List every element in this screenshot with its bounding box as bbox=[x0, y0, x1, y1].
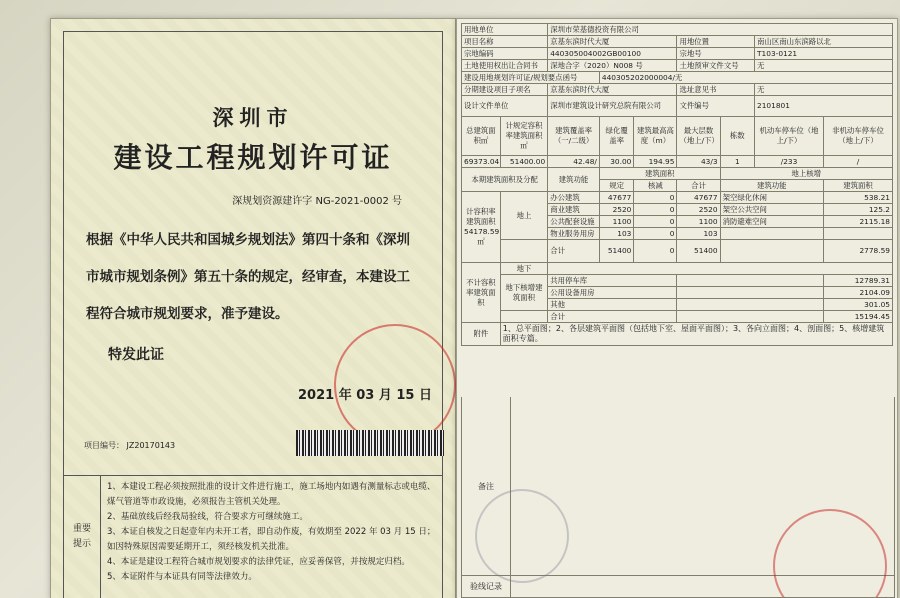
value-cell: 2104.09 bbox=[823, 287, 892, 299]
value-cell: 194.95 bbox=[634, 156, 677, 168]
permit-title: 建设工程规划许可证 bbox=[113, 141, 393, 174]
header-cell: 建筑功能 bbox=[720, 180, 823, 192]
note-item: 4、本证是建设工程符合城市规划要求的法律凭证，应妥善保管，并按规定归档。 bbox=[107, 557, 410, 567]
label-cell: 用地位置 bbox=[677, 36, 755, 48]
value-cell: 30.00 bbox=[599, 156, 633, 168]
value-cell: 12789.31 bbox=[823, 275, 892, 287]
header-cell: 合计 bbox=[677, 180, 720, 192]
value-cell: 2520 bbox=[599, 204, 633, 216]
value-cell: 1100 bbox=[677, 216, 720, 228]
value-cell: 51400 bbox=[677, 240, 720, 263]
function-cell: 商业建筑 bbox=[548, 204, 600, 216]
value-cell: 无 bbox=[755, 60, 893, 72]
header-cell: 规定 bbox=[599, 180, 633, 192]
value-cell: 538.21 bbox=[823, 192, 892, 204]
blank-cell bbox=[677, 311, 824, 323]
value-cell: 深圳市建筑设计研究总院有限公司 bbox=[548, 96, 677, 117]
header-cell: 核减 bbox=[634, 180, 677, 192]
value-cell: 无 bbox=[755, 84, 893, 96]
project-number: 项目编号： JZ20170143 bbox=[84, 441, 176, 450]
value-cell: / bbox=[823, 156, 892, 168]
permit-right-page bbox=[456, 18, 898, 598]
blank-cell bbox=[720, 240, 823, 263]
notes-list bbox=[101, 476, 442, 598]
verification-record bbox=[461, 575, 895, 598]
header-cell: 绿化覆盖率 bbox=[599, 117, 633, 156]
header-cell: 最大层数（地上/下） bbox=[677, 117, 720, 156]
permit-special-text: 特发此证 bbox=[108, 347, 164, 363]
value-cell: 440305004002GB00100 bbox=[548, 48, 677, 60]
function-cell: 共用停车库 bbox=[548, 275, 677, 287]
notes-heading-line: 重要 bbox=[72, 524, 91, 534]
table-row bbox=[462, 84, 893, 96]
value-cell: 1100 bbox=[599, 216, 633, 228]
section-label: 本期建筑面积及分配 bbox=[462, 168, 548, 192]
attachments-label: 附件 bbox=[462, 323, 501, 346]
value-cell: 0 bbox=[634, 240, 677, 263]
permit-body-text: 根据《中华人民共和国城乡规划法》第四十条和《深圳市城市规划条例》第五十条的规定，经审查，本建设工程符合城市规划要求，准予建设。 bbox=[86, 232, 410, 322]
underground-core-label: 地下核增建筑面积 bbox=[500, 275, 547, 311]
value-cell: 0 bbox=[634, 216, 677, 228]
value-cell: 43/3 bbox=[677, 156, 720, 168]
note-item: 2、基础放线后经我局验线，符合要求方可继续施工。 bbox=[107, 512, 308, 522]
header-cell: 地上核增 bbox=[720, 168, 892, 180]
header-cell: 非机动车停车位（地上/下） bbox=[823, 117, 892, 156]
header-cell: 建筑面积 bbox=[823, 180, 892, 192]
faded-seal bbox=[475, 489, 569, 583]
label-cell: 土地使用权出让合同书 bbox=[462, 60, 548, 72]
blank-cell bbox=[677, 287, 824, 299]
issue-date: 2021 年 03 月 15 日 bbox=[298, 388, 432, 403]
underground-label: 地下 bbox=[500, 263, 547, 275]
value-cell: 0 bbox=[634, 204, 677, 216]
value-cell: 深圳市荣基德投资有限公司 bbox=[548, 24, 893, 36]
value-cell: T103-0121 bbox=[755, 48, 893, 60]
table-row bbox=[462, 60, 893, 72]
value-cell: 103 bbox=[677, 228, 720, 240]
blank-cell bbox=[500, 311, 547, 323]
label-cell: 用地单位 bbox=[462, 24, 548, 36]
blank-cell bbox=[677, 275, 824, 287]
value-cell: 47677 bbox=[677, 192, 720, 204]
header-cell: 建筑面积 bbox=[599, 168, 720, 180]
label-cell: 设计文件单位 bbox=[462, 96, 548, 117]
value-cell: 51400.00 bbox=[500, 156, 547, 168]
important-notes bbox=[64, 475, 442, 598]
label-cell: 文件编号 bbox=[677, 96, 755, 117]
value-cell: /233 bbox=[755, 156, 824, 168]
notes-heading bbox=[64, 476, 101, 598]
blank-cell bbox=[677, 299, 824, 311]
barcode bbox=[296, 430, 444, 456]
header-cell: 总建筑面积㎡ bbox=[462, 117, 501, 156]
function-cell: 公用设备用房 bbox=[548, 287, 677, 299]
value-cell: 0 bbox=[634, 192, 677, 204]
project-info-table bbox=[461, 23, 893, 346]
value-cell: 51400 bbox=[599, 240, 633, 263]
sum-label: 合计 bbox=[548, 240, 600, 263]
table-row bbox=[462, 72, 893, 84]
label-cell: 项目名称 bbox=[462, 36, 548, 48]
table-row bbox=[462, 96, 893, 117]
notes-heading-line: 提示 bbox=[72, 539, 91, 549]
value-cell: 125.2 bbox=[823, 204, 892, 216]
label-cell: 宗地编码 bbox=[462, 48, 548, 60]
value-cell: 京基东滨时代大厦 bbox=[548, 84, 677, 96]
value-cell: 103 bbox=[599, 228, 633, 240]
handwritten-annotation bbox=[511, 575, 894, 597]
label-cell: 宗地号 bbox=[677, 48, 755, 60]
header-cell: 建筑最高高度（m） bbox=[634, 117, 677, 156]
permit-left-page bbox=[50, 18, 456, 598]
header-cell: 机动车停车位（地上/下） bbox=[755, 117, 824, 156]
header-cell: 栋数 bbox=[720, 117, 754, 156]
value-cell: 42.48/ bbox=[548, 156, 600, 168]
value-cell: 2778.59 bbox=[823, 240, 892, 263]
function-cell: 公共配套设施 bbox=[548, 216, 600, 228]
table-row bbox=[462, 323, 893, 346]
value-cell bbox=[823, 228, 892, 240]
value-cell: 47677 bbox=[599, 192, 633, 204]
table-row bbox=[462, 263, 893, 275]
label-cell: 建设用地规划许可证/规划要点函号 bbox=[462, 72, 600, 84]
value-cell: 0 bbox=[634, 228, 677, 240]
note-item: 1、本建设工程必须按照批准的设计文件进行施工，施工场地内如遇有测量标志或电缆、煤气管道等市政设施，必须报告主管机关处理。 bbox=[107, 482, 436, 507]
table-row bbox=[462, 48, 893, 60]
value-cell: 2115.18 bbox=[823, 216, 892, 228]
value-cell: 301.05 bbox=[823, 299, 892, 311]
value-cell: 69373.04 bbox=[462, 156, 501, 168]
function-cell bbox=[720, 228, 823, 240]
blank-cell bbox=[548, 263, 893, 275]
permit-frame bbox=[63, 31, 443, 598]
far-area-label: 计容积率建筑面积 54178.59 ㎡ bbox=[462, 192, 501, 263]
header-cell: 建筑功能 bbox=[548, 168, 600, 192]
table-row bbox=[462, 275, 893, 287]
function-cell: 消防避难空间 bbox=[720, 216, 823, 228]
blank-cell bbox=[500, 240, 547, 263]
note-item: 5、本证附件与本证具有同等法律效力。 bbox=[107, 572, 257, 582]
city-name: 深圳市 bbox=[212, 106, 294, 130]
table-row bbox=[462, 311, 893, 323]
table-row bbox=[462, 168, 893, 180]
label-cell: 选址意见书 bbox=[677, 84, 755, 96]
sum-label: 合计 bbox=[548, 311, 677, 323]
remarks-label: 备注 bbox=[462, 397, 511, 575]
table-row bbox=[462, 24, 893, 36]
header-cell: 计规定容积率建筑面积㎡ bbox=[500, 117, 547, 156]
table-row bbox=[462, 36, 893, 48]
label-cell: 土地预审文件文号 bbox=[677, 60, 755, 72]
document-number: 深规划资源建许字 NG-2021-0002 号 bbox=[232, 196, 402, 207]
function-cell: 架空绿化休闲 bbox=[720, 192, 823, 204]
value-cell: 京基东滨时代大厦 bbox=[548, 36, 677, 48]
attachments-text: 1、总平面图；2、各层建筑平面图（包括地下室、屋面平面图）；3、各向立面图；4、剖面图；5、核增建筑面积专篇。 bbox=[500, 323, 892, 346]
value-cell: 15194.45 bbox=[823, 311, 892, 323]
non-far-area-label: 不计容积率建筑面积 bbox=[462, 263, 501, 323]
value-cell: 南山区南山东滨路以北 bbox=[755, 36, 893, 48]
function-cell: 其他 bbox=[548, 299, 677, 311]
note-item: 3、本证自核发之日起壹年内未开工者，即自动作废，有效期至 2022 年 03 月 15 日；如因特殊原因需要延期开工，须经核发机关批准。 bbox=[107, 527, 436, 552]
table-header-row bbox=[462, 117, 893, 156]
label-cell: 分期建设项目子项名 bbox=[462, 84, 548, 96]
function-cell: 办公建筑 bbox=[548, 192, 600, 204]
value-cell: 1 bbox=[720, 156, 754, 168]
value-cell: 2520 bbox=[677, 204, 720, 216]
value-cell: 440305202000004/无 bbox=[599, 72, 892, 84]
table-row bbox=[462, 156, 893, 168]
header-cell: 建筑覆盖率（一/二级） bbox=[548, 117, 600, 156]
table-row bbox=[462, 192, 893, 204]
above-ground-label: 地上 bbox=[500, 192, 547, 240]
verification-label: 验线记录 bbox=[462, 575, 511, 597]
value-cell: 深地合字（2020）N008 号 bbox=[548, 60, 677, 72]
function-cell: 物业服务用房 bbox=[548, 228, 600, 240]
value-cell: 2101801 bbox=[755, 96, 893, 117]
function-cell: 架空公共空间 bbox=[720, 204, 823, 216]
